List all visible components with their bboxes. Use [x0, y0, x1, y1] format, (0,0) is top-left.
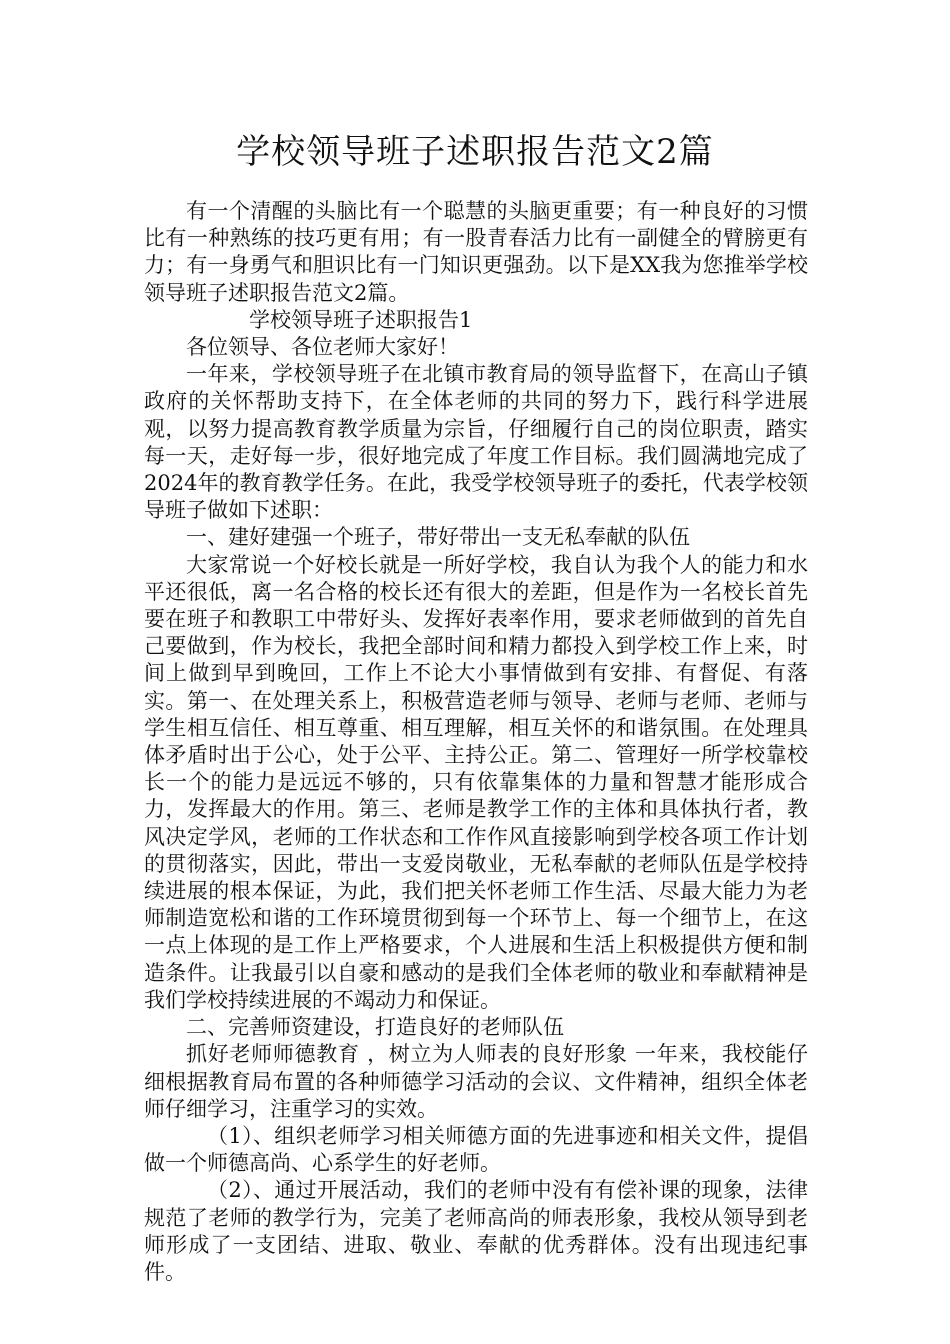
- list-item-1: （1）、组织老师学习相关师德方面的先进事迹和相关文件，提倡做一个师德高尚、心系学生的好老师。: [144, 1123, 808, 1176]
- section-heading-1: 一、建好建强一个班子，带好带出一支无私奉献的队伍: [186, 525, 690, 550]
- section-1-paragraph: 大家常说一个好校长就是一所好学校，我自认为我个人的能力和水平还很低，离一名合格的校长还有很大的差距，但是作为一名校长首先要在班子和教职工中带好头、发挥好表率作用，要求老师做到的首先自己要做到，作为校长，我把全部时间和精力都投入到学校工作上来，时间上做到早到晚回，工作上不论大小事情做到有安排、有督促、有落实。第一、在处理关系上，积极营造老师与领导、老师与老师、老师与学生相互信任、相互尊重、相互理解，相互关怀的和谐氛围。在处理具体矛盾时出于公心，处于公平、主持公正。第二、管理好一所学校靠校长一个的能力是远远不够的，只有依靠集体的力量和智慧才能形成合力，发挥最大的作用。第三、老师是教学工作的主体和具体执行者，教风决定学风，老师的工作状态和工作作风直接影响到学校各项工作计划的贯彻落实，因此，带出一支爱岗敬业，无私奉献的老师队伍是学校持续进展的根本保证，为此，我们把关怀老师工作生活、尽最大能力为老师制造宽松和谐的工作环境贯彻到每一个环节上、每一个细节上，在这一点上体现的是工作上严格要求，个人进展和生活上积极提供方便和制造条件。让我最引以自豪和感动的是我们全体老师的敬业和奉献精神是我们学校持续进展的不竭动力和保证。: [144, 552, 808, 1012]
- document-title: 学校领导班子述职报告范文2篇: [236, 132, 714, 172]
- section-2-paragraph: 抓好老师师德教育 ，树立为人师表的良好形象 一年来，我校能仔细根据教育局布置的各种师德学习活动的会议、文件精神，组织全体老师仔细学习，注重学习的实效。: [144, 1042, 808, 1121]
- section-heading-2: 二、完善师资建设，打造良好的老师队伍: [186, 1015, 564, 1040]
- intro-paragraph: 有一个清醒的头脑比有一个聪慧的头脑更重要；有一种良好的习惯比有一种熟练的技巧更有用；有一股青春活力比有一副健全的臂膀更有力；有一身勇气和胆识比有一门知识更强劲。以下是XX我为您推举学校领导班子述职报告范文2篇。: [144, 199, 808, 305]
- document-body: [144, 198, 808, 1286]
- report-subtitle: 学校领导班子述职报告1: [249, 307, 473, 332]
- list-item-2: （2）、通过开展活动，我们的老师中没有有偿补课的现象，法律规范了老师的教学行为，完美了老师高尚的师表形象，我校从领导到老师形成了一支团结、进取、敬业、奉献的优秀群体。没有出现违纪事件。: [144, 1178, 808, 1284]
- salutation-paragraph: 各位领导、各位老师大家好！: [186, 335, 459, 360]
- overview-paragraph: 一年来，学校领导班子在北镇市教育局的领导监督下，在高山子镇政府的关怀帮助支持下，在全体老师的共同的努力下，践行科学进展观，以努力提高教育教学质量为宗旨，仔细履行自己的岗位职责，踏实每一天，走好每一步，很好地完成了年度工作目标。我们圆满地完成了2024年的教育教学任务。在此，我受学校领导班子的委托，代表学校领导班子做如下述职：: [144, 362, 808, 523]
